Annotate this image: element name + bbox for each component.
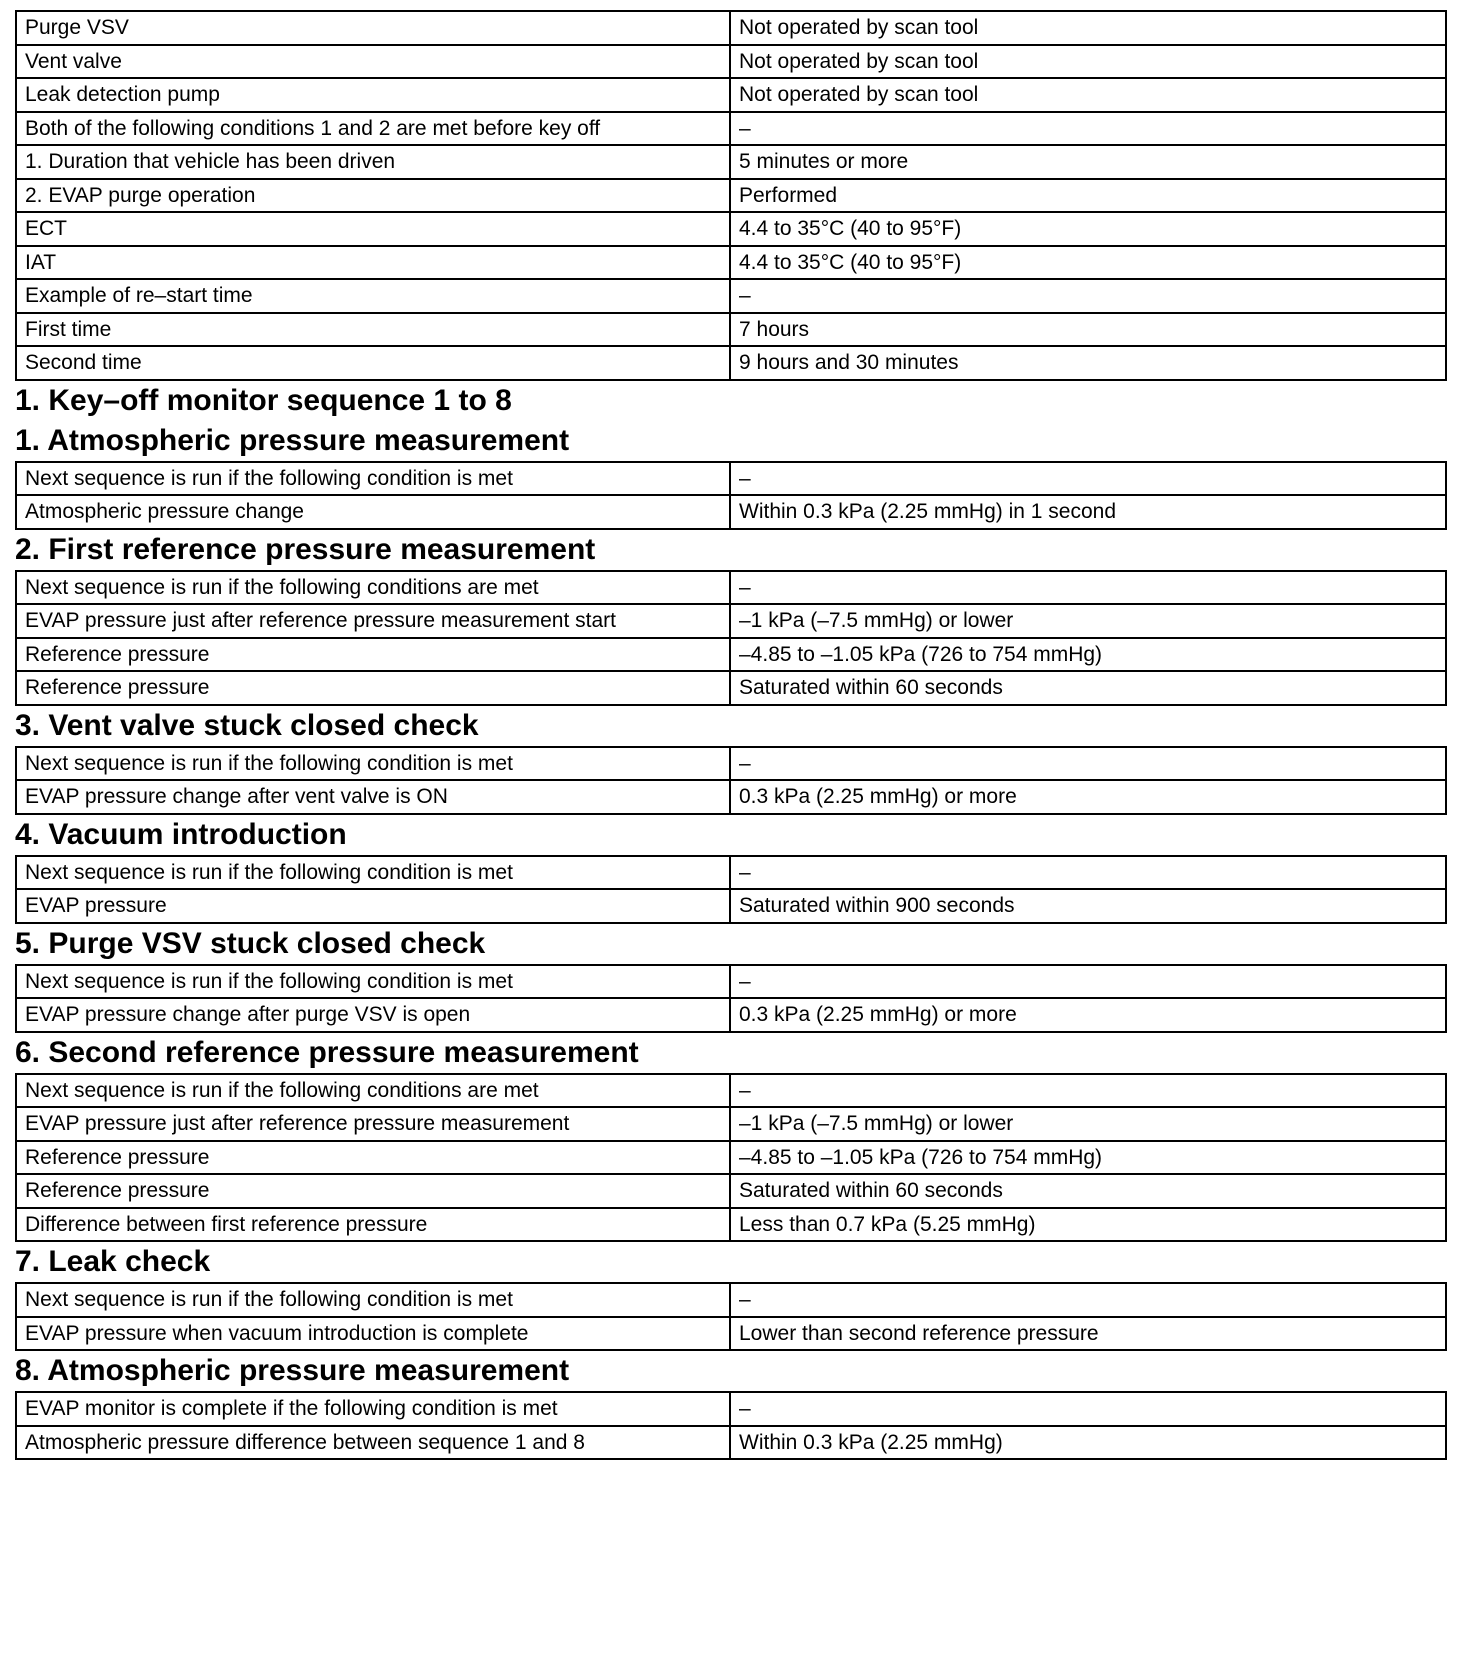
table-row [16,45,1446,79]
value-cell: Not operated by scan tool [730,45,1446,79]
section-table [15,746,1447,815]
table-row [16,1426,1446,1460]
section-table [15,964,1447,1033]
value-cell: 0.3 kPa (2.25 mmHg) or more [730,780,1446,814]
section-heading: 5. Purge VSV stuck closed check [15,926,486,960]
condition-cell: EVAP pressure when vacuum introduction is complete [16,1317,730,1351]
condition-cell: Difference between first reference pressure [16,1208,730,1242]
table-row [16,998,1446,1032]
value-cell: Within 0.3 kPa (2.25 mmHg) [730,1426,1446,1460]
condition-cell: EVAP pressure change after purge VSV is open [16,998,730,1032]
table-row [16,313,1446,347]
condition-cell: EVAP pressure [16,889,730,923]
table-row [16,1392,1446,1426]
value-cell: – [730,279,1446,313]
table-row [16,1174,1446,1208]
value-cell: Not operated by scan tool [730,11,1446,45]
value-cell: – [730,112,1446,146]
value-cell: 4.4 to 35°C (40 to 95°F) [730,246,1446,280]
section-heading: 7. Leak check [15,1245,211,1278]
condition-cell: Reference pressure [16,671,730,705]
table-row [16,112,1446,146]
condition-cell: Both of the following conditions 1 and 2 are met before key off [16,112,730,146]
condition-cell: Next sequence is run if the following condition is met [16,1283,730,1317]
conditions-table [15,10,1447,381]
condition-cell: Next sequence is run if the following conditions are met [16,571,730,605]
table-row [16,495,1446,529]
table-row [16,1107,1446,1141]
value-cell: Performed [730,179,1446,213]
condition-cell: Example of re–start time [16,279,730,313]
table-row [16,1208,1446,1242]
section-heading: 1. Atmospheric pressure measurement [15,423,570,457]
table-row [16,780,1446,814]
value-cell: Lower than second reference pressure [730,1317,1446,1351]
condition-cell: Second time [16,346,730,380]
value-cell: – [730,1392,1446,1426]
condition-cell: Reference pressure [16,638,730,672]
table-row [16,145,1446,179]
value-cell: Within 0.3 kPa (2.25 mmHg) in 1 second [730,495,1446,529]
main-heading: 1. Key–off monitor sequence 1 to 8 [15,383,512,417]
section-table [15,1073,1447,1243]
table-row [16,212,1446,246]
table-row [16,638,1446,672]
value-cell: –4.85 to –1.05 kPa (726 to 754 mmHg) [730,1141,1446,1175]
condition-cell: Atmospheric pressure change [16,495,730,529]
value-cell: – [730,1283,1446,1317]
value-cell: – [730,747,1446,781]
condition-cell: ECT [16,212,730,246]
condition-cell: Vent valve [16,45,730,79]
section-heading: 4. Vacuum introduction [15,817,347,851]
table-row [16,11,1446,45]
value-cell: –1 kPa (–7.5 mmHg) or lower [730,604,1446,638]
table-row [16,78,1446,112]
condition-cell: EVAP pressure just after reference pressure measurement start [16,604,730,638]
condition-cell: 2. EVAP purge operation [16,179,730,213]
table-row [16,1074,1446,1108]
section-heading: 6. Second reference pressure measurement [15,1035,639,1069]
table-row [16,462,1446,496]
section-table [15,570,1447,706]
value-cell: 4.4 to 35°C (40 to 95°F) [730,212,1446,246]
value-cell: 9 hours and 30 minutes [730,346,1446,380]
condition-cell: First time [16,313,730,347]
value-cell: Less than 0.7 kPa (5.25 mmHg) [730,1208,1446,1242]
table-row [16,604,1446,638]
section-table [15,1282,1447,1351]
condition-cell: Reference pressure [16,1141,730,1175]
condition-cell: Next sequence is run if the following condition is met [16,965,730,999]
condition-cell: EVAP monitor is complete if the following condition is met [16,1392,730,1426]
section-table [15,855,1447,924]
condition-cell: Reference pressure [16,1174,730,1208]
condition-cell: Leak detection pump [16,78,730,112]
table-row [16,179,1446,213]
table-row [16,889,1446,923]
value-cell: – [730,856,1446,890]
value-cell: 0.3 kPa (2.25 mmHg) or more [730,998,1446,1032]
section-heading: 8. Atmospheric pressure measurement [15,1354,570,1387]
condition-cell: 1. Duration that vehicle has been driven [16,145,730,179]
condition-cell: EVAP pressure just after reference pressure measurement [16,1107,730,1141]
section-heading: 3. Vent valve stuck closed check [15,708,479,742]
table-row [16,1141,1446,1175]
table-row [16,246,1446,280]
condition-cell: EVAP pressure change after vent valve is ON [16,780,730,814]
value-cell: – [730,1074,1446,1108]
condition-cell: Next sequence is run if the following condition is met [16,856,730,890]
condition-cell: IAT [16,246,730,280]
value-cell: Saturated within 60 seconds [730,1174,1446,1208]
value-cell: 5 minutes or more [730,145,1446,179]
table-row [16,965,1446,999]
condition-cell: Next sequence is run if the following conditions are met [16,1074,730,1108]
value-cell: Not operated by scan tool [730,78,1446,112]
value-cell: 7 hours [730,313,1446,347]
table-row [16,571,1446,605]
value-cell: Saturated within 60 seconds [730,671,1446,705]
table-row [16,346,1446,380]
value-cell: Saturated within 900 seconds [730,889,1446,923]
section-table [15,1391,1447,1460]
table-row [16,671,1446,705]
table-row [16,279,1446,313]
value-cell: –1 kPa (–7.5 mmHg) or lower [730,1107,1446,1141]
section-heading: 2. First reference pressure measurement [15,532,596,566]
table-row [16,1283,1446,1317]
condition-cell: Purge VSV [16,11,730,45]
value-cell: – [730,965,1446,999]
condition-cell: Atmospheric pressure difference between sequence 1 and 8 [16,1426,730,1460]
condition-cell: Next sequence is run if the following condition is met [16,747,730,781]
document [15,10,1445,1460]
value-cell: – [730,462,1446,496]
table-row [16,1317,1446,1351]
value-cell: – [730,571,1446,605]
value-cell: –4.85 to –1.05 kPa (726 to 754 mmHg) [730,638,1446,672]
condition-cell: Next sequence is run if the following condition is met [16,462,730,496]
table-row [16,747,1446,781]
section-table [15,461,1447,530]
table-row [16,856,1446,890]
